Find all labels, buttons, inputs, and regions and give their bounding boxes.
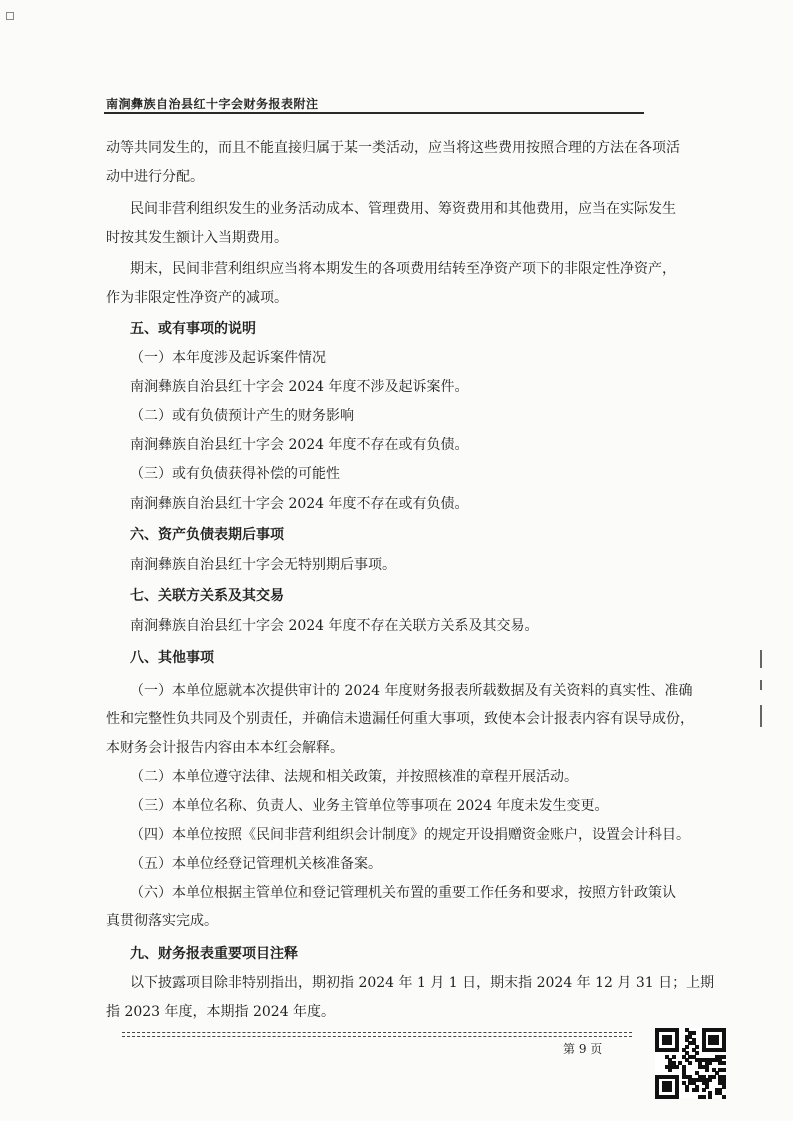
section-heading: 八、其他事项 xyxy=(130,650,214,666)
paragraph-line: 南涧彝族自治县红十字会无特别期后事项。 xyxy=(130,557,396,573)
section-heading: 七、关联方关系及其交易 xyxy=(130,588,284,604)
page-header-title: 南涧彝族自治县红十字会财务报表附注 xyxy=(106,97,319,111)
paragraph-line: 作为非限定性净资产的减项。 xyxy=(106,290,288,306)
subsection-heading: （三）或有负债获得补偿的可能性 xyxy=(130,466,340,482)
paragraph-line: 期末，民间非营利组织应当将本期发生的各项费用结转至净资产项下的非限定性净资产， xyxy=(130,261,676,277)
section-heading: 九、财务报表重要项目注释 xyxy=(130,946,298,962)
paragraph-line: 南涧彝族自治县红十字会 2024 年度不存在或有负债。 xyxy=(130,437,469,453)
paragraph-line: 指 2023 年度，本期指 2024 年度。 xyxy=(106,1004,336,1020)
paragraph-line: 性和完整性负共同及个别责任，并确信未遗漏任何重大事项，致使本会计报表内容有误导成份， xyxy=(106,711,694,727)
paragraph-line: 真贯彻落实完成。 xyxy=(106,913,218,929)
paragraph-line: （六）本单位根据主管单位和登记管理机关布置的重要工作任务和要求，按照方针政策认 xyxy=(130,885,676,901)
section-heading: 六、资产负债表期后事项 xyxy=(130,527,284,543)
header-rule xyxy=(104,112,644,114)
paragraph-line: （四）本单位按照《民间非营利组织会计制度》的规定开设捐赠资金账户，设置会计科目。 xyxy=(130,827,690,843)
page-number: 第 9 页 xyxy=(563,1042,603,1056)
footer-rule xyxy=(122,1032,632,1033)
paragraph-line: 动中进行分配。 xyxy=(106,169,204,185)
scan-corner-mark xyxy=(6,12,14,20)
paragraph-line: （三）本单位名称、负责人、业务主管单位等事项在 2024 年度未发生变更。 xyxy=(130,798,609,814)
scan-edge-marks xyxy=(760,650,766,740)
paragraph-line: 南涧彝族自治县红十字会 2024 年度不存在关联方关系及其交易。 xyxy=(130,618,539,634)
subsection-heading: （一）本年度涉及起诉案件情况 xyxy=(130,350,326,366)
paragraph-line: （二）本单位遵守法律、法规和相关政策，并按照核准的章程开展活动。 xyxy=(130,769,578,785)
qr-code-icon xyxy=(655,1028,725,1098)
paragraph-line: 南涧彝族自治县红十字会 2024 年度不涉及起诉案件。 xyxy=(130,379,469,395)
paragraph-line: （一）本单位愿就本次提供审计的 2024 年度财务报表所载数据及有关资料的真实性、准确 xyxy=(130,683,693,699)
section-heading: 五、或有事项的说明 xyxy=(130,321,256,337)
paragraph-line: 民间非营利组织发生的业务活动成本、管理费用、筹资费用和其他费用，应当在实际发生 xyxy=(130,201,676,217)
paragraph-line: 时按其发生额计入当期费用。 xyxy=(106,230,288,246)
paragraph-line: （五）本单位经登记管理机关核准备案。 xyxy=(130,856,382,872)
paragraph-line: 南涧彝族自治县红十字会 2024 年度不存在或有负债。 xyxy=(130,496,469,512)
subsection-heading: （二）或有负债预计产生的财务影响 xyxy=(130,408,354,424)
paragraph-line: 动等共同发生的，而且不能直接归属于某一类活动，应当将这些费用按照合理的方法在各项活 xyxy=(106,140,680,156)
paragraph-line: 本财务会计报告内容由本本红会解释。 xyxy=(106,740,344,756)
footer-rule xyxy=(122,1036,632,1037)
paragraph-line: 以下披露项目除非特别指出，期初指 2024 年 1 月 1 日，期末指 2024 年 12 月 31 日；上期 xyxy=(130,975,715,991)
